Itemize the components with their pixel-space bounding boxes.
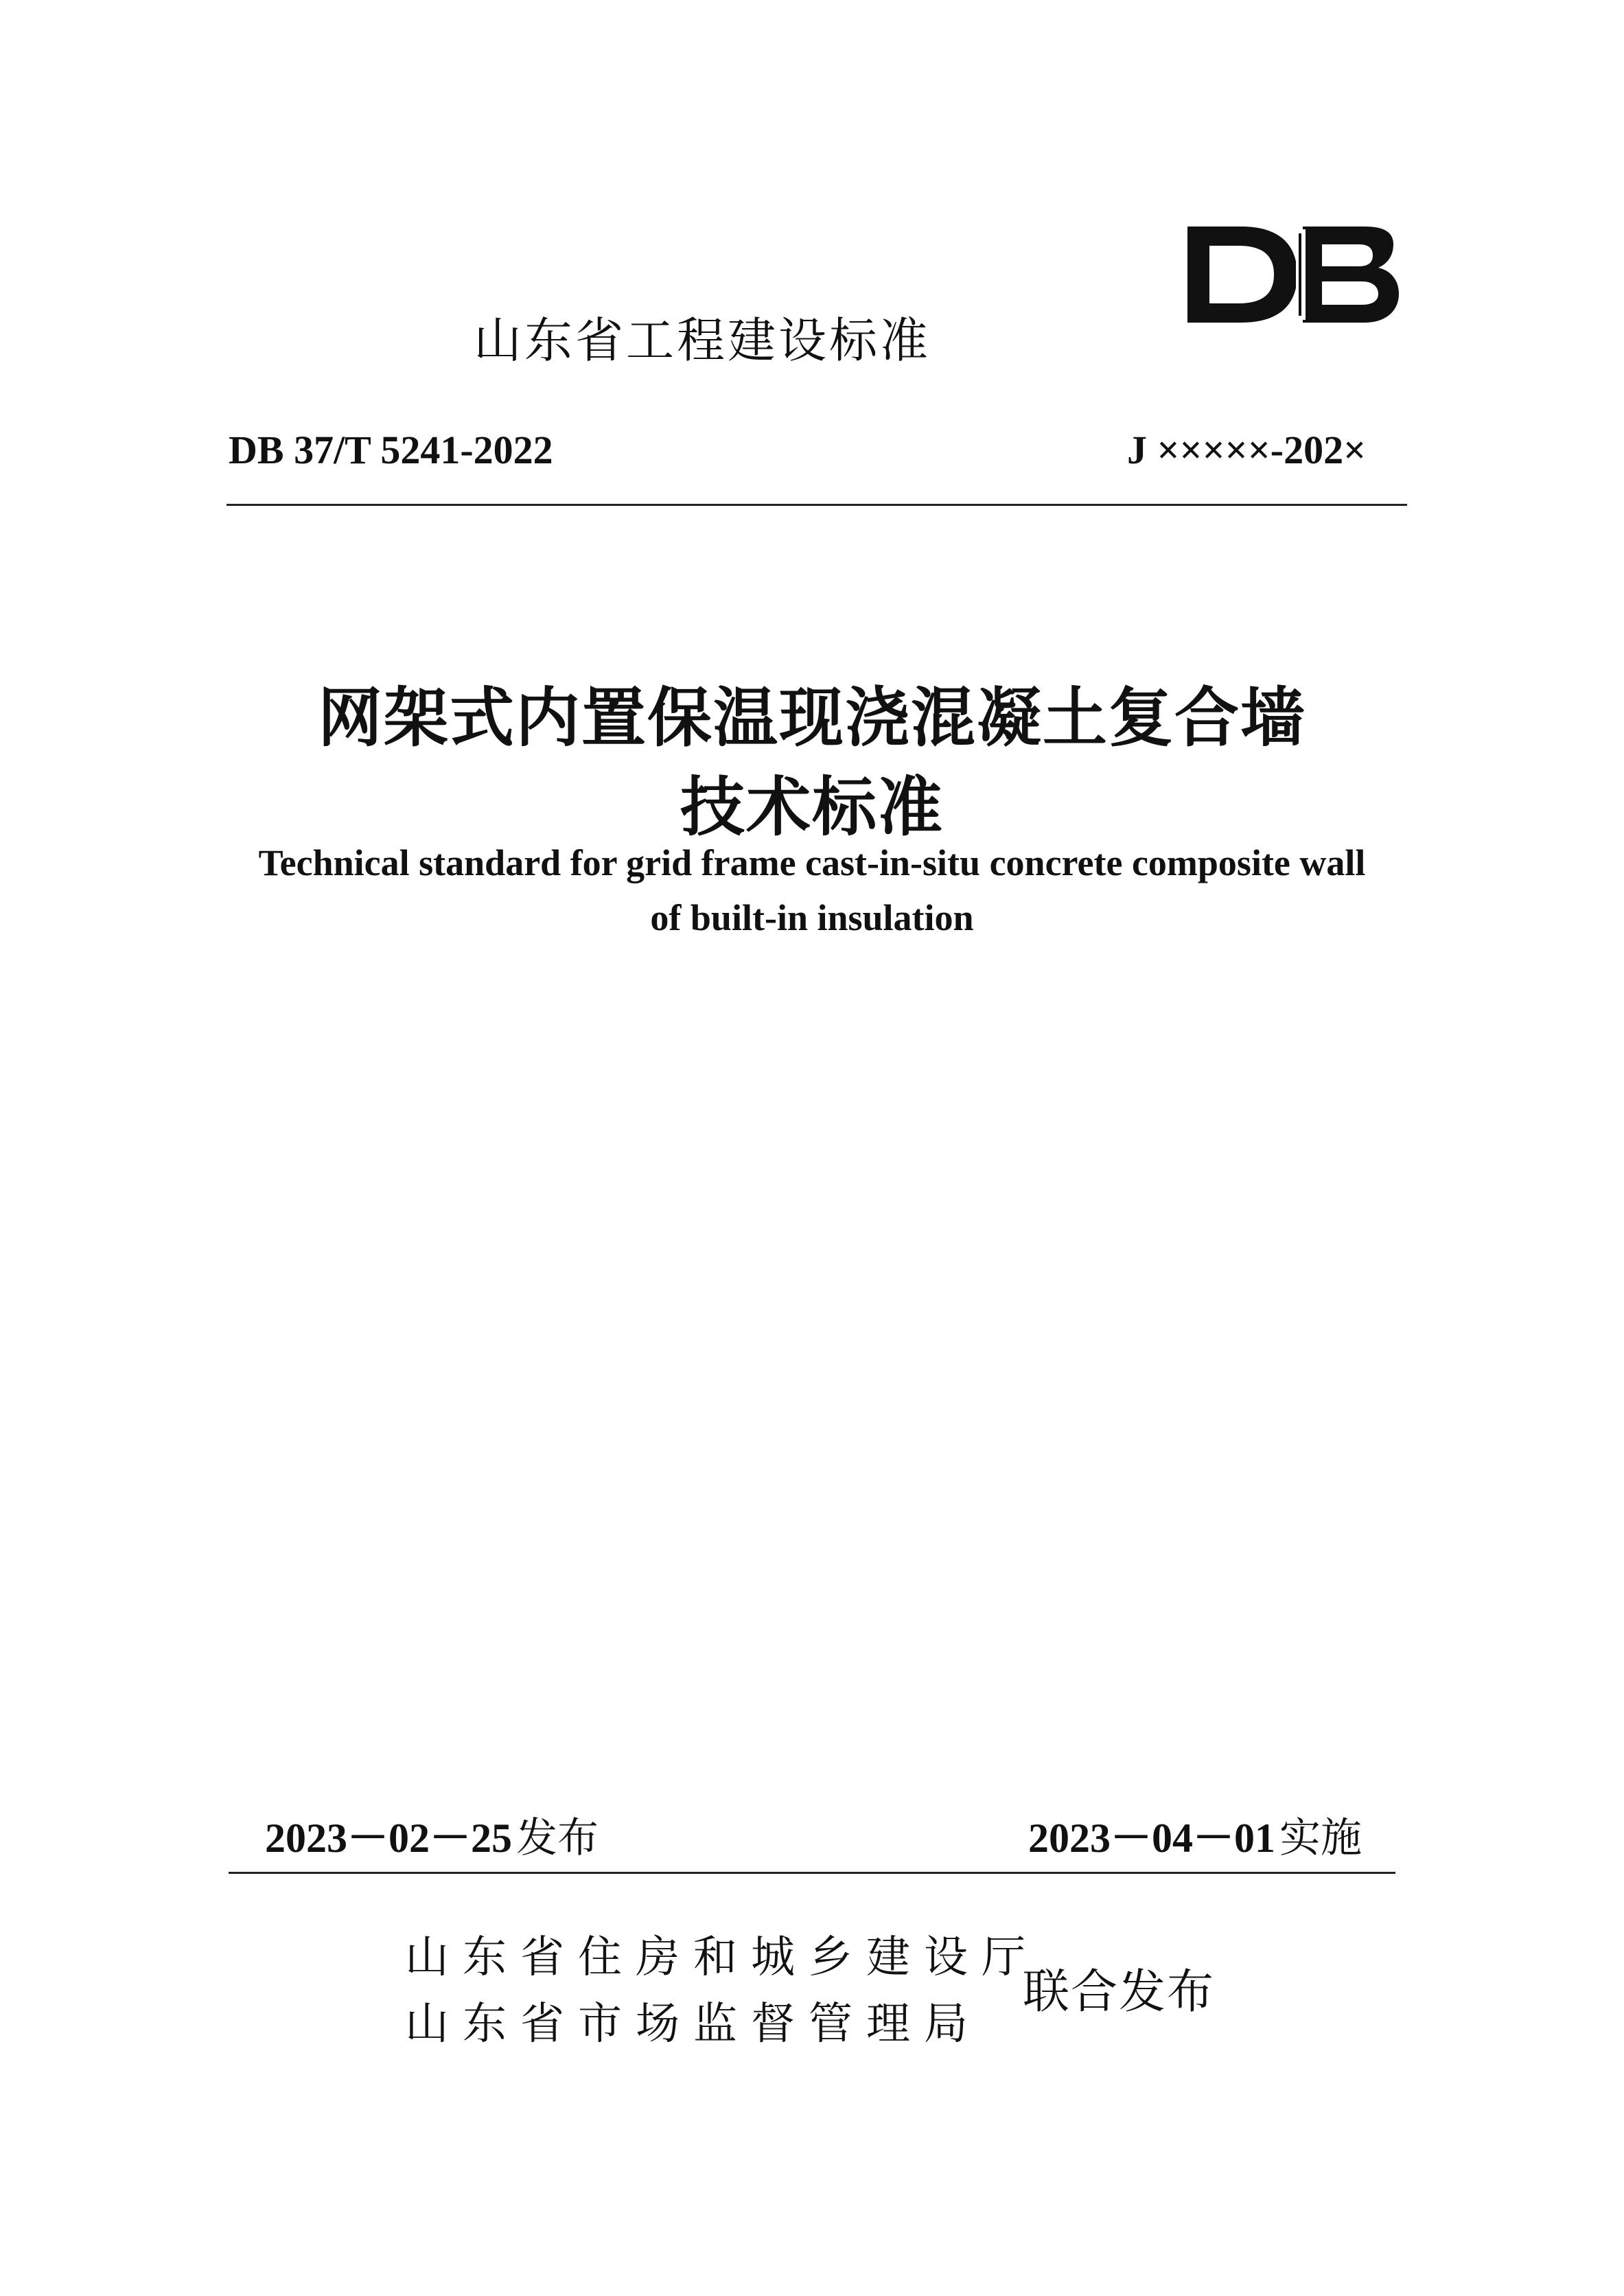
record-number: J ×××××-202× [1127, 428, 1367, 472]
en-title-line1: Technical standard for grid frame cast-in-situ concrete composite wall [258, 842, 1366, 883]
bottom-divider [229, 1872, 1395, 1874]
db-logo-graphic [1179, 199, 1406, 350]
top-divider [227, 504, 1407, 506]
series-title: 山东省工程建设标准 [474, 312, 931, 369]
db-logo [1179, 199, 1406, 350]
issue-date: 2023－02－25 [265, 1816, 512, 1861]
implement-date: 2023－04－01 [1028, 1816, 1275, 1861]
implement-date-block [1028, 1805, 1362, 1864]
issuer-1: 山东省住房和城乡建设厅 [405, 1932, 1039, 1983]
standard-number: DB 37/T 5241-2022 [229, 428, 553, 472]
en-title-line2: of built-in insulation [650, 897, 974, 938]
issue-date-block [265, 1805, 599, 1864]
implement-label: 实施 [1279, 1814, 1362, 1862]
issue-label: 发布 [516, 1814, 599, 1862]
cn-title-line1: 网架式内置保温现浇混凝土复合墙 [317, 681, 1306, 756]
cn-title-line2: 技术标准 [680, 770, 944, 845]
joint-publish-label: 联合发布 [1023, 1965, 1216, 2019]
issuer-2: 山东省市场监督管理局 [405, 1999, 982, 2050]
